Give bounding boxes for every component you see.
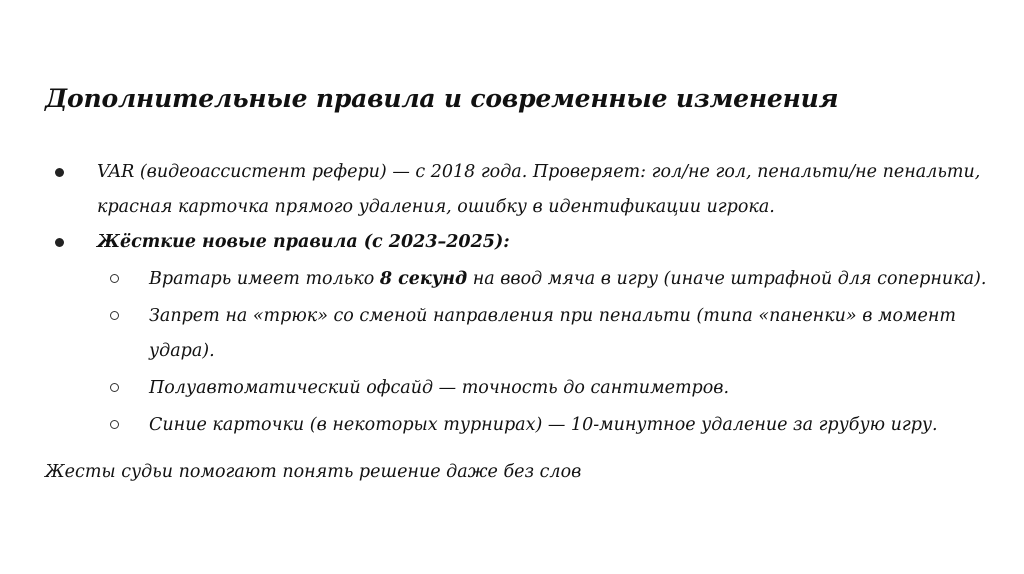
list-item-new-rules [45, 225, 995, 443]
bullet-circle-icon [110, 383, 119, 392]
sub-list-item-goalkeeper [97, 262, 995, 297]
bullet-circle-icon [110, 420, 119, 429]
slide-title: Дополнительные правила и современные изменения [45, 84, 839, 113]
sub-bullet-list [97, 262, 995, 443]
sub-list-item-text: Полуавтоматический офсайд — точность до сантиметров. [149, 378, 730, 398]
sub-list-item-penalty [97, 299, 995, 369]
bullet-circle-icon [110, 274, 119, 283]
sub-list-item-text: Запрет на «трюк» со сменой направления при пенальти (типа «паненки» в момент удара). [149, 306, 956, 361]
bullet-dot-icon [55, 238, 64, 247]
sub-list-item-blue-cards [97, 408, 995, 443]
list-item-heading: Жёсткие новые правила (с 2023–2025): [97, 232, 510, 252]
sub-list-item-text: Синие карточки (в некоторых турнирах) — 10-минутное удаление за грубую игру. [149, 415, 938, 435]
sub-list-item-text [149, 262, 995, 297]
list-item-text: VAR (видеоассистент рефери) — с 2018 года. Проверяет: гол/не гол, пенальти/не пенальти, красная карточка прямого удаления, ошибку в идентификации игрока. [97, 162, 981, 217]
bullet-dot-icon [55, 168, 64, 177]
text-emphasis: 8 секунд [379, 269, 468, 289]
bullet-circle-icon [110, 311, 119, 320]
text-before: Вратарь имеет только [149, 269, 380, 289]
slide-content [45, 155, 995, 443]
sub-list-item-offside [97, 371, 995, 406]
bullet-list [45, 155, 995, 443]
text-after: на ввод мяча в игру (иначе штрафной для соперника). [467, 269, 987, 289]
footer-note: Жесты судьи помогают понять решение даже без слов [45, 462, 582, 482]
list-item-var [45, 155, 995, 225]
